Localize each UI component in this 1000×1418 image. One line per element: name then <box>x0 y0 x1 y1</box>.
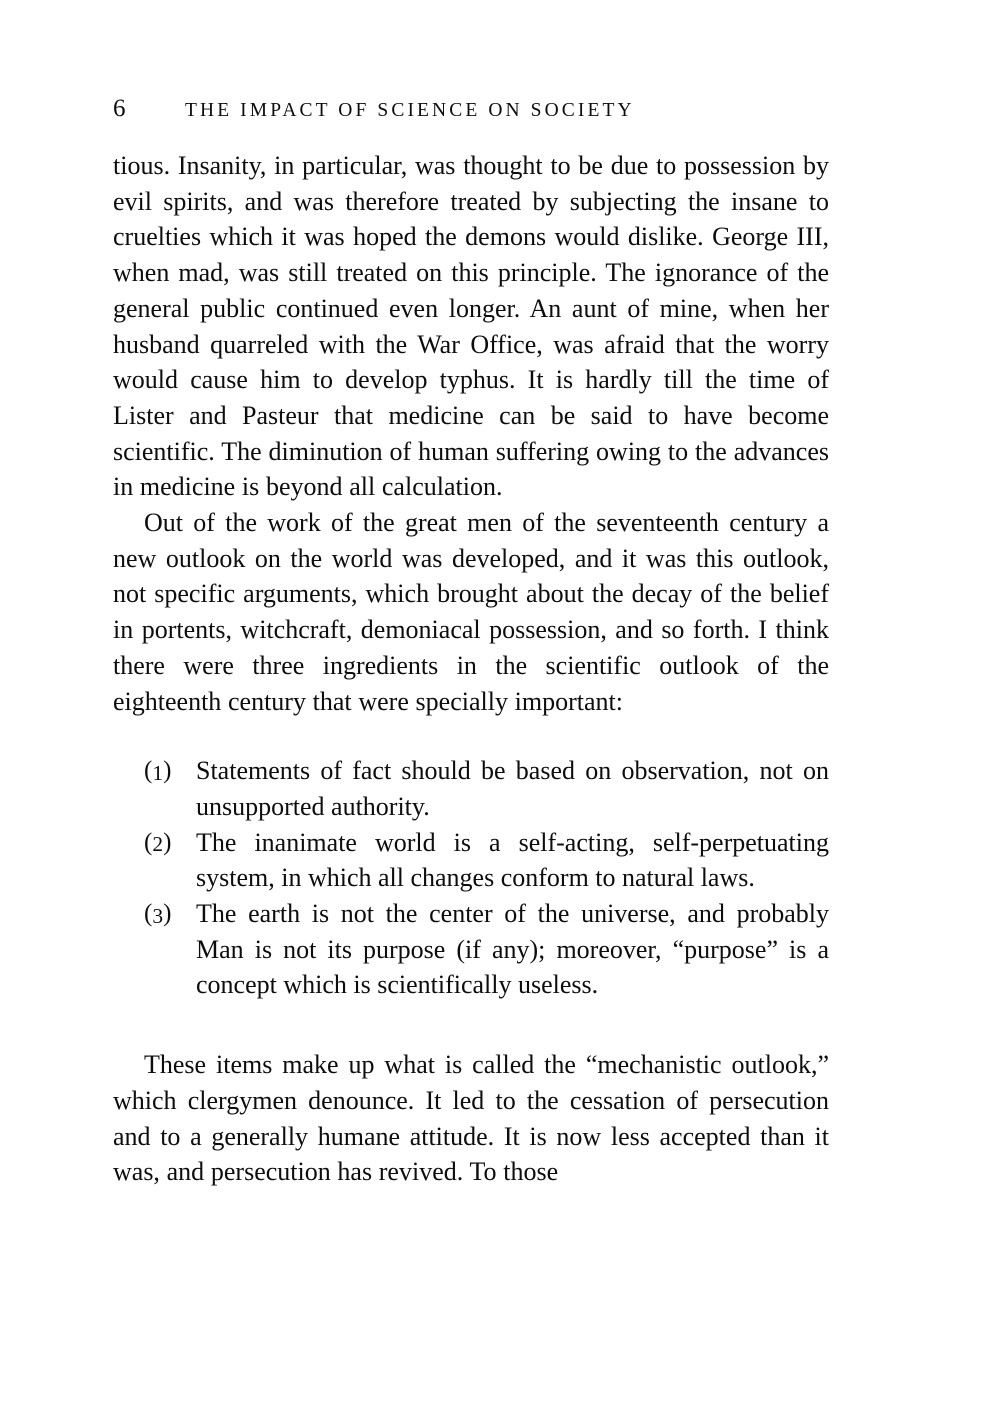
list-spacer-below <box>113 1003 829 1047</box>
paragraph-mechanistic-outlook: These items make up what is called the “mechanistic outlook,” which clergymen denounce. It led to the cessation of persecution and to a generally humane attitude. It is now less accepted than it was, and persecution has revived. To those <box>113 1050 829 1187</box>
numbered-list <box>113 753 829 1003</box>
list-marker <box>144 753 200 790</box>
list-item-text: The earth is not the center of the universe, and probably Man is not its purpose (if any); moreover, “purpose” is a concept which is scientifically useless. <box>196 899 829 1000</box>
list-item-text: Statements of fact should be based on observation, not on unsupported authority. <box>196 756 829 821</box>
page-number: 6 <box>113 95 126 122</box>
list-marker-number: 1 <box>152 760 164 785</box>
text-column <box>113 96 829 1190</box>
list-marker-open-paren: ( <box>144 900 153 928</box>
paragraph-seventeenth-century: Out of the work of the great men of the seventeenth century a new outlook on the world was developed, and it was this outlook, not specific arguments, which brought about the decay of the belief in portents, witchcraft, demoniacal possession, and so forth. I think there were three ingredients in the scientific outlook of the eighteenth century that were specially important: <box>113 508 829 716</box>
list-marker-number: 2 <box>152 832 164 857</box>
list-marker-number: 3 <box>152 903 164 928</box>
list-item <box>113 896 829 1003</box>
list-item-text: The inanimate world is a self-acting, self-perpetuating system, in which all changes conform to natural laws. <box>196 827 829 893</box>
list-marker-close-paren: ) <box>163 828 172 856</box>
list-marker-close-paren: ) <box>163 757 172 785</box>
list-marker <box>144 896 200 933</box>
list-marker <box>144 825 200 862</box>
list-spacer-above <box>113 719 829 753</box>
running-head <box>113 96 829 130</box>
list-marker-open-paren: ( <box>144 757 153 785</box>
list-item <box>113 825 829 896</box>
list-item <box>113 753 829 824</box>
list-marker-close-paren: ) <box>163 900 172 928</box>
paragraph-continuation: tious. Insanity, in particular, was thought to be due to possession by evil spirits, and was therefore treated by subjecting the insane to cruelties which it was hoped the demons would dislike. George III, when mad, was still treated on this principle. The ignorance of the general public continued even longer. An aunt of mine, when her husband quarreled with the War Office, was afraid that the worry would cause him to develop typhus. It is hardly till the time of Lister and Pasteur that medicine can be said to have become scientific. The diminution of human suffering owing to the advances in medicine is beyond all calculation. <box>113 151 829 502</box>
list-marker-open-paren: ( <box>144 828 153 856</box>
running-head-title: THE IMPACT OF SCIENCE ON SOCIETY <box>185 100 635 121</box>
